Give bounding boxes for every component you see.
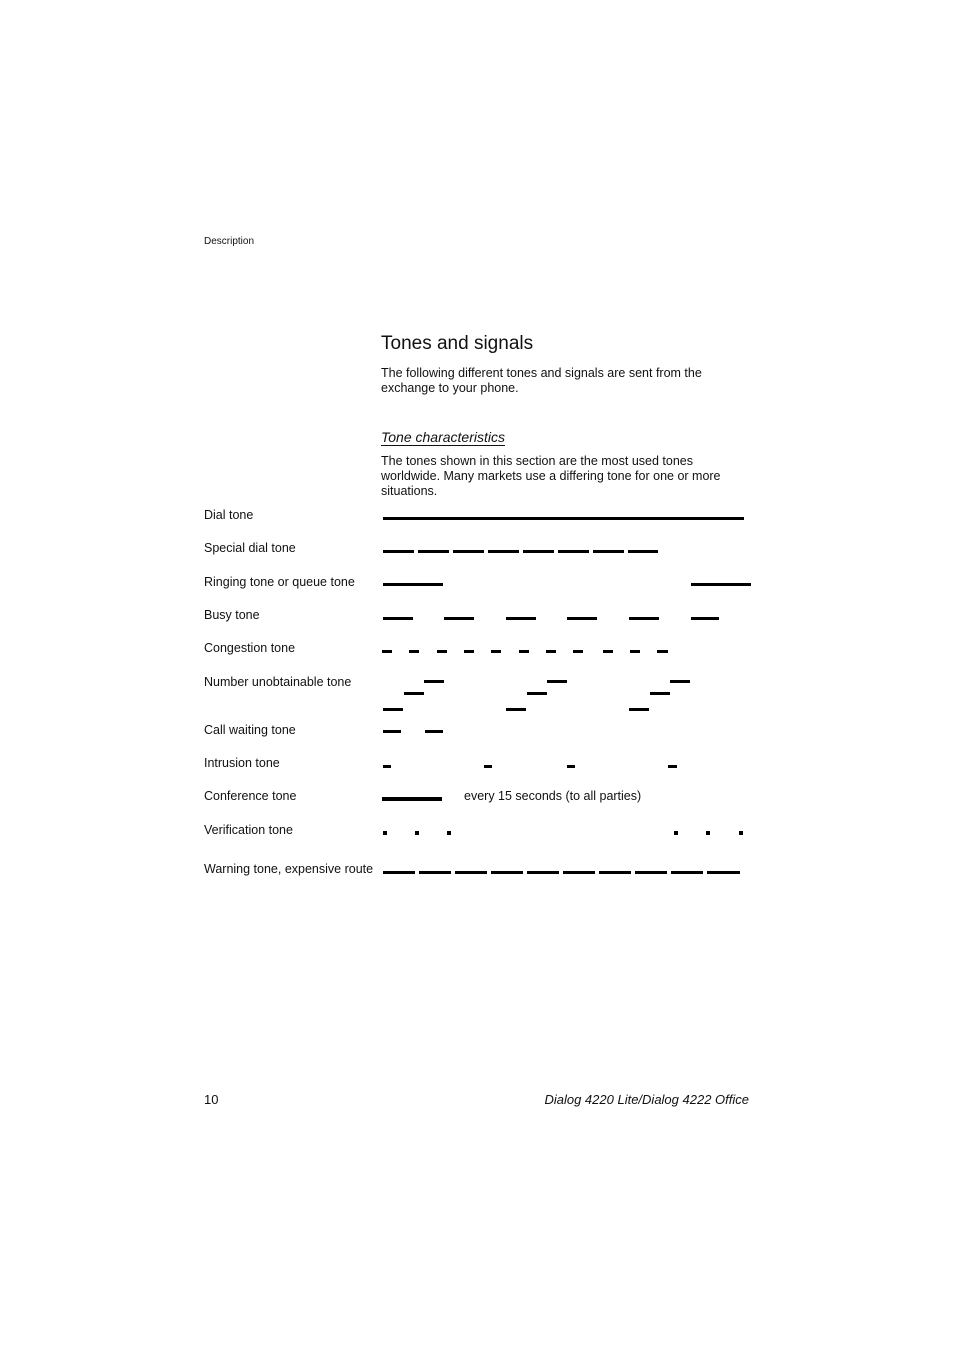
page-title: Tones and signals [381,333,534,354]
tone-bar [488,550,519,553]
tone-bar [628,550,658,553]
tone-bar [635,871,667,874]
product-name: Dialog 4220 Lite/Dialog 4222 Office [544,1092,749,1107]
tone-bar [629,617,659,620]
tone-label-conference: Conference tone [204,789,297,803]
tone-bar [453,550,484,553]
tone-bar [707,871,740,874]
tone-label-call-waiting: Call waiting tone [204,723,296,737]
tone-bar [706,831,710,835]
tone-bar [418,550,449,553]
tone-bar [603,650,613,653]
tone-bar [558,550,589,553]
tone-pattern-busy [383,617,719,620]
tone-bar [547,680,567,683]
tone-pattern-verification [383,831,743,835]
tone-label-dial: Dial tone [204,508,254,522]
tone-bar [519,650,529,653]
tone-bar [671,871,703,874]
tone-bar [383,517,744,520]
tone-bar [506,708,526,711]
tone-bar [383,831,387,835]
tone-bar [447,831,451,835]
tone-bar [382,797,442,801]
tone-bar [491,871,523,874]
section-header: Description [204,236,255,247]
tone-bar [629,708,649,711]
tone-pattern-special-dial [383,550,658,553]
tone-bar [383,583,443,586]
tone-bar [691,617,719,620]
tone-bar [455,871,487,874]
tone-label-busy: Busy tone [204,608,260,622]
tone-label-warning: Warning tone, expensive route [204,862,374,876]
tone-label-number-unobtainable: Number unobtainable tone [204,675,352,689]
tone-bar [567,765,575,768]
tone-pattern-intrusion [383,765,677,768]
tone-bar [491,650,501,653]
tone-bar [409,650,419,653]
tone-bar [650,692,670,695]
subsection-title: Tone characteristics [381,429,505,445]
tone-bar [567,617,597,620]
tone-bar [404,692,424,695]
tone-bar [593,550,624,553]
tone-bar [382,650,392,653]
tone-pattern-congestion [382,650,668,653]
tone-label-congestion: Congestion tone [204,641,296,655]
tone-bar [424,680,444,683]
intro-paragraph: The following different tones and signals are sent from the exchange to your phone. [381,366,702,395]
tone-bar [527,871,559,874]
tone-bar [444,617,474,620]
tone-bar [419,871,451,874]
tone-bar [563,871,595,874]
tone-bar [668,765,677,768]
tone-bar [674,831,678,835]
tone-pattern-number-unobtainable [383,680,690,711]
tone-bar [670,680,690,683]
tone-bar [691,583,751,586]
tone-bar [599,871,631,874]
tone-bar [383,871,415,874]
tone-label-special-dial: Special dial tone [204,541,296,555]
tone-bar [383,730,401,733]
tone-bar [546,650,556,653]
tone-bar [464,650,474,653]
tone-pattern-warning [383,871,740,874]
tone-bar [383,550,414,553]
tone-bar [527,692,547,695]
tone-bar [657,650,668,653]
tone-bar [523,550,554,553]
tone-label-verification: Verification tone [204,823,293,837]
tone-pattern-ringing [383,583,751,586]
tone-bar [415,831,419,835]
page-number: 10 [204,1092,219,1107]
tone-bar [739,831,743,835]
tone-pattern-call-waiting [383,730,443,733]
conference-tone-note: every 15 seconds (to all parties) [464,789,642,803]
tone-bar [425,730,443,733]
tone-bar [383,765,391,768]
tone-bar [573,650,583,653]
tone-label-intrusion: Intrusion tone [204,756,280,770]
tone-bar [630,650,640,653]
tone-bar [383,708,403,711]
tone-bar [484,765,492,768]
tone-label-ringing: Ringing tone or queue tone [204,575,355,589]
tone-bar [383,617,413,620]
subsection-intro: The tones shown in this section are the most used tones worldwide. Many markets use a differing tone for one or more situations. [381,454,721,498]
tone-bar [506,617,536,620]
tone-bar [437,650,447,653]
